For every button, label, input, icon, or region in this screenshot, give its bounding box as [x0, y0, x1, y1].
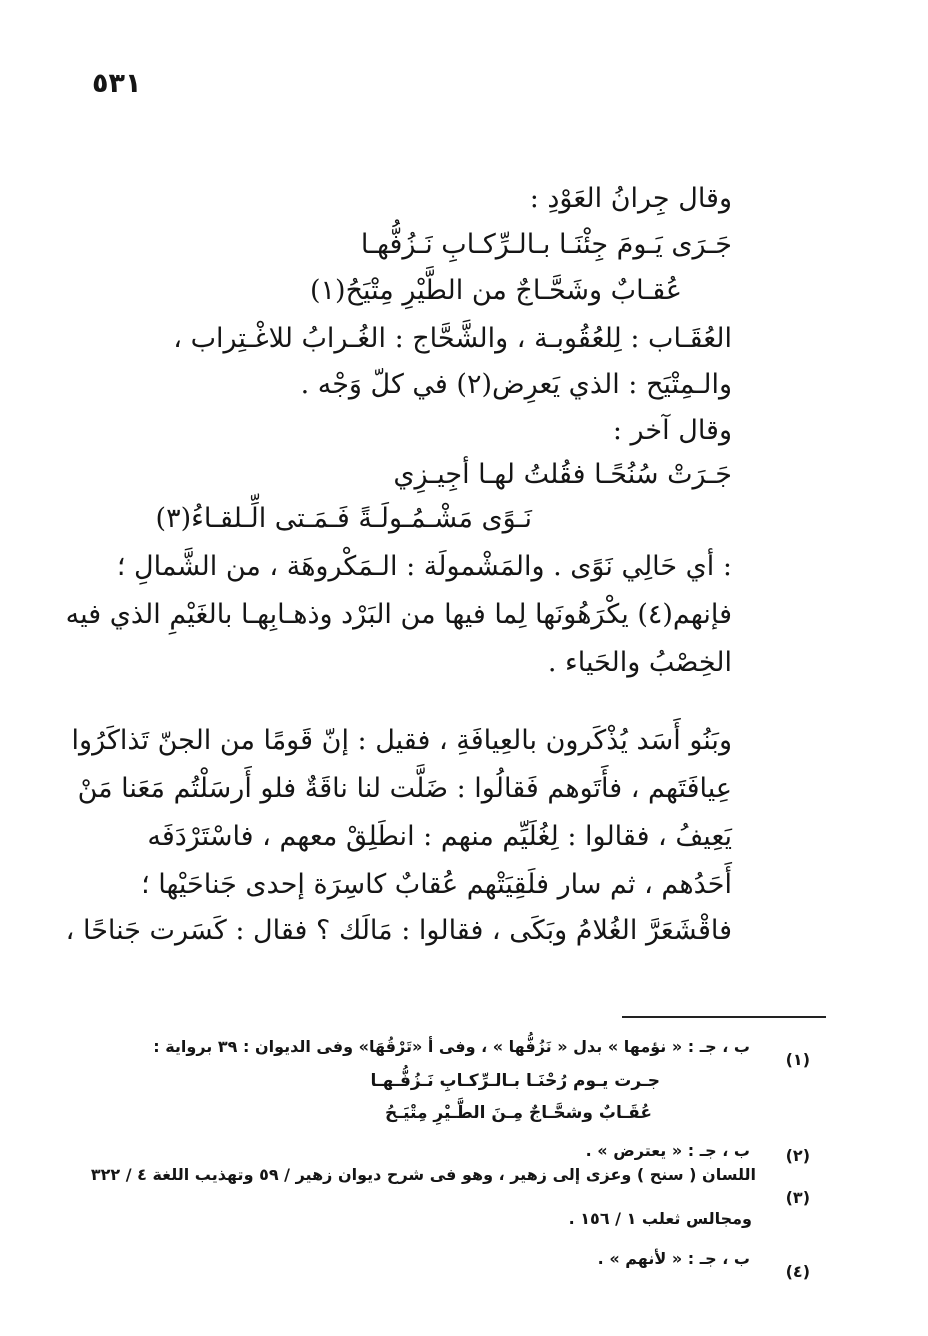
verse-line: جَـرَتْ سُنُحًـا فقُلتُ لهـا أجِيـزِي — [393, 459, 732, 490]
verse-line: جَـرَى يَـومَ جِئْنَـا بـالـرِّكـابِ نَـزُفُّهـا — [360, 229, 732, 260]
prose-line: عِيافَتَهم ، فأَتَوهم فَقالُوا : ضَلَّت لنا ناقَةٌ فلو أَرسَلْتُم مَعَنا مَنْ — [77, 773, 732, 804]
footnote-verse: جـرت يـوم رُحْنَـا بـالـرِّكـابِ نَـزُفُّـهـا — [370, 1071, 660, 1091]
footnote-divider — [622, 1016, 826, 1018]
footnote-text: ب ، جـ : « نؤمها » بدل « نَزُفُّها » ، وفى أ «تَرْقُهَا» وفى الديوان : ٣٩ برواية : — [153, 1037, 750, 1056]
footnote-text: اللسان ( سنح ) وعزى إلى زهير ، وهو فى شرح ديوان زهير / ٥٩ وتهذيب اللغة ٤ / ٣٢٢ — [90, 1165, 756, 1184]
footnote-number: (١) — [785, 1050, 810, 1069]
footnote-number: (٤) — [785, 1262, 810, 1281]
prose-line: وقال آخر : — [612, 415, 732, 446]
verse-line: نَـوًى مَشْـمُـولَـةً فَـمَـتى الِّـلقـاءُ(٣) — [155, 503, 532, 534]
prose-line: فاقْشَعَرَّ الغُلامُ وبَكَى ، فقالوا : مَالَك ؟ فقال : كَسَرت جَناحًا ، — [65, 915, 732, 946]
prose-line: أَحَدُهم ، ثم سار فلَقِيَتْهم عُقابٌ كاسِرَة إحدى جَناحَيْها ؛ — [141, 869, 732, 900]
page-number: ٥٣١ — [92, 68, 142, 99]
prose-line: العُقَـاب : لِلعُقُوبـة ، والشَّحَّاج : الغُـرابُ للاغْـتِراب ، — [173, 323, 732, 354]
prose-line: الخِصْبُ والحَياء . — [547, 647, 732, 678]
footnote-text: ومجالس ثعلب ١ / ١٥٦ . — [568, 1209, 752, 1228]
footnote-text: ب ، جـ : « لأنهم » . — [597, 1249, 750, 1268]
prose-line: : أي حَالِي نَوًى . والمَشْمولَة : الـمَكْروهَة ، من الشَّمالِ ؛ — [116, 551, 732, 582]
verse-line: عُقـابٌ وشَحَّـاجٌ من الطَّيْرِ مِتْيَحُ(١) — [309, 275, 682, 306]
footnote-verse: عُقَـابٌ وشحَّـاجٌ مِـنَ الطَّـيْرِ مِتْيَـحُ — [385, 1103, 652, 1123]
prose-line: وبَنُو أَسَد يُذْكَرون بالعِيافَةِ ، فقيل : إنّ قَومًا من الجنّ تَذاكَرُوا — [71, 725, 732, 756]
prose-line: يَعِيفُ ، فقالوا : لِغُلَيِّم منهم : انطَلِقْ معهم ، فاسْتَرْدَفَه — [147, 821, 732, 852]
footnote-number: (٢) — [785, 1146, 810, 1165]
footnote-number: (٣) — [785, 1188, 810, 1207]
prose-line: وقال جِرانُ العَوْدِ : — [529, 183, 732, 214]
prose-line: والـمِتْيَح : الذي يَعرِض(٢) في كلّ وَجْه . — [300, 369, 732, 400]
footnote-text: ب ، جـ : « يعترض » . — [585, 1141, 750, 1160]
prose-line: فإنهم(٤) يكْرَهُونَها لِما فيها من البَرْد وذهـابِهـا بالغَيْمِ الذي فيه — [65, 599, 732, 630]
